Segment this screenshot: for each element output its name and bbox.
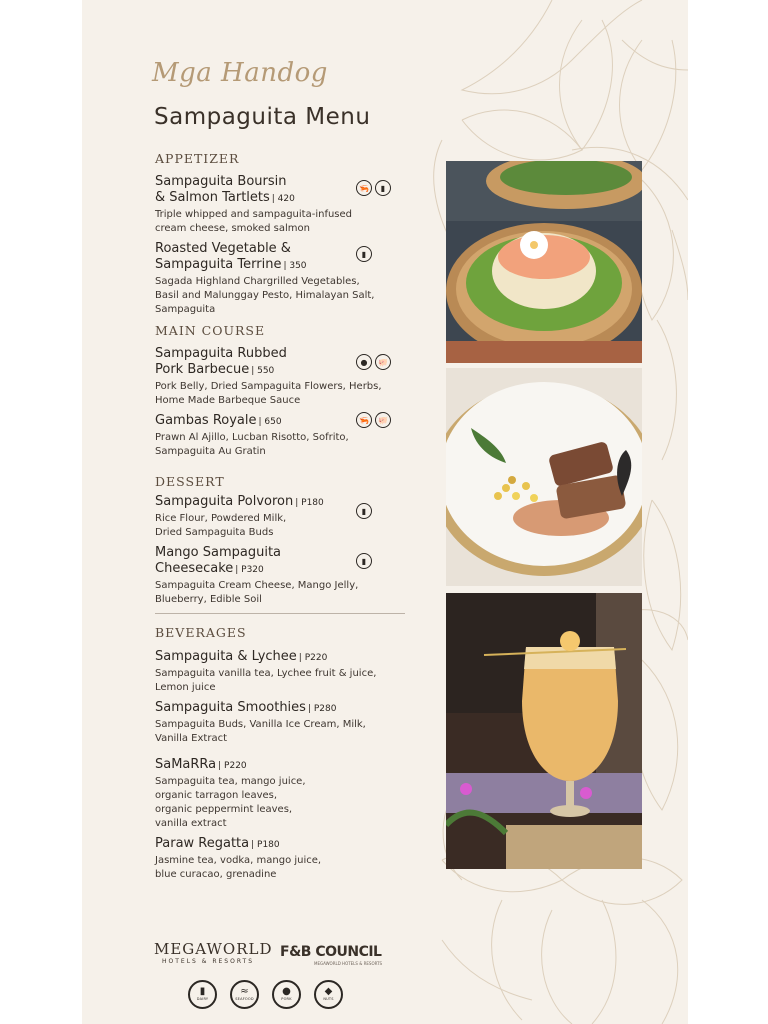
item-desc: Sampaguita vanilla tea, Lychee fruit & juice,	[155, 668, 377, 679]
item-name-cont: & Salmon Tartlets	[155, 190, 270, 205]
legend-label: PORK	[281, 997, 292, 1001]
item-name-line	[155, 836, 395, 853]
item-name: Roasted Vegetable &	[155, 241, 291, 256]
menu-item-smoothies	[155, 700, 395, 745]
item-tags	[356, 553, 372, 569]
seafood-icon: 🦐	[356, 180, 372, 196]
item-name: Sampaguita & Lychee	[155, 649, 297, 664]
script-title: Mga Handog	[152, 58, 328, 88]
item-desc: blue curacao, grenadine	[155, 869, 277, 880]
item-price: | P180	[251, 840, 280, 850]
item-desc: Pork Belly, Dried Sampaguita Flowers, Herbs,	[155, 381, 382, 392]
item-tags	[356, 503, 372, 519]
item-name: Sampaguita Boursin	[155, 174, 287, 189]
dairy-icon: ▮	[356, 246, 372, 262]
item-name-line	[155, 649, 395, 666]
item-desc: Prawn Al Ajillo, Lucban Risotto, Sofrito,	[155, 432, 349, 443]
item-desc: organic peppermint leaves,	[155, 804, 293, 815]
pork-icon: 🐖	[375, 412, 391, 428]
item-name-line	[155, 700, 395, 717]
photo-salmon-tartlet	[446, 161, 642, 363]
item-name: Mango Sampaguita	[155, 545, 282, 560]
item-name: Gambas Royale	[155, 413, 257, 428]
item-name-cont: Cheesecake	[155, 561, 234, 576]
item-desc: Rice Flour, Powdered Milk,	[155, 513, 287, 524]
pork-icon	[272, 980, 301, 1009]
item-price: | 650	[258, 417, 282, 427]
item-price: | 420	[271, 194, 295, 204]
menu-page	[82, 0, 688, 1024]
fb-council-logo: F&B COUNCIL	[280, 944, 382, 960]
dairy-icon	[188, 980, 217, 1009]
megaworld-logo-sub: HOTELS & RESORTS	[162, 958, 255, 965]
item-desc: Sampaguita tea, mango juice,	[155, 776, 306, 787]
item-desc: Blueberry, Edible Soil	[155, 594, 262, 605]
item-desc: cream cheese, smoked salmon	[155, 223, 310, 234]
item-desc: Dried Sampaguita Buds	[155, 527, 274, 538]
item-desc: organic tarragon leaves,	[155, 790, 278, 801]
item-desc: Sampaguita Au Gratin	[155, 446, 266, 457]
dairy-icon: ▮	[356, 553, 372, 569]
item-desc: Sampaguita Cream Cheese, Mango Jelly,	[155, 580, 359, 591]
item-price: | P180	[295, 498, 324, 508]
item-desc: Home Made Barbeque Sauce	[155, 395, 301, 406]
page-title: Sampaguita Menu	[154, 104, 371, 130]
dairy-icon: ▮	[375, 180, 391, 196]
item-name: Sampaguita Rubbed	[155, 346, 287, 361]
fb-council-logo-sub: MEGAWORLD HOTELS & RESORTS	[314, 961, 383, 966]
item-name: Paraw Regatta	[155, 836, 250, 851]
menu-item-samarra	[155, 757, 395, 830]
item-tags	[356, 354, 391, 370]
seafood-icon	[230, 980, 259, 1009]
item-desc: Lemon juice	[155, 682, 216, 693]
item-desc: Basil and Malunggay Pesto, Himalayan Salt,	[155, 290, 375, 301]
item-tags	[356, 180, 391, 196]
legend-label: SEAFOOD	[235, 997, 254, 1001]
item-name: Sampaguita Polvoron	[155, 494, 294, 509]
seafood-glyph: ≈	[240, 986, 249, 997]
pork-icon: 🐖	[375, 354, 391, 370]
item-price: | P280	[307, 704, 337, 714]
legend-label: NUTS	[323, 997, 334, 1001]
item-price: | 350	[283, 261, 307, 271]
pork-glyph: ●	[282, 986, 291, 997]
item-tags	[356, 246, 372, 262]
item-desc: Sampaguita	[155, 304, 216, 315]
section-beverages: BEVERAGES	[155, 625, 247, 640]
section-appetizer: APPETIZER	[155, 151, 240, 166]
item-price: | 550	[251, 366, 275, 376]
item-name: SaMaRRa	[155, 757, 217, 772]
item-name-cont: Sampaguita Terrine	[155, 257, 282, 272]
menu-item-regatta	[155, 836, 395, 881]
item-name-line	[155, 757, 395, 774]
item-name-cont: Pork Barbecue	[155, 362, 250, 377]
item-desc: Sagada Highland Chargrilled Vegetables,	[155, 276, 360, 287]
seafood-icon: 🦐	[356, 412, 372, 428]
nuts-icon	[314, 980, 343, 1009]
nuts-icon: ●	[356, 354, 372, 370]
section-dessert: DESSERT	[155, 474, 225, 489]
section-main-course: MAIN COURSE	[155, 323, 266, 338]
photo-beverage	[446, 593, 642, 869]
item-price: | P220	[298, 653, 328, 663]
section-divider	[155, 613, 405, 614]
item-desc: vanilla extract	[155, 818, 227, 829]
item-desc: Jasmine tea, vodka, mango juice,	[155, 855, 322, 866]
dairy-icon: ▮	[356, 503, 372, 519]
dairy-glyph: ▮	[199, 986, 206, 997]
item-desc: Triple whipped and sampaguita-infused	[155, 209, 353, 220]
nuts-glyph: ◆	[324, 986, 333, 997]
photo-pork-barbecue	[446, 368, 642, 586]
menu-item-lychee	[155, 649, 395, 694]
item-price: | P220	[218, 761, 247, 771]
item-tags	[356, 412, 391, 428]
item-desc: Sampaguita Buds, Vanilla Ice Cream, Milk,	[155, 719, 366, 730]
item-name: Sampaguita Smoothies	[155, 700, 306, 715]
item-price: | P320	[235, 565, 264, 575]
allergen-legend	[188, 980, 343, 1009]
megaworld-logo: MEGAWORLD	[154, 940, 273, 958]
item-desc: Vanilla Extract	[155, 733, 227, 744]
legend-label: DAIRY	[196, 997, 209, 1001]
